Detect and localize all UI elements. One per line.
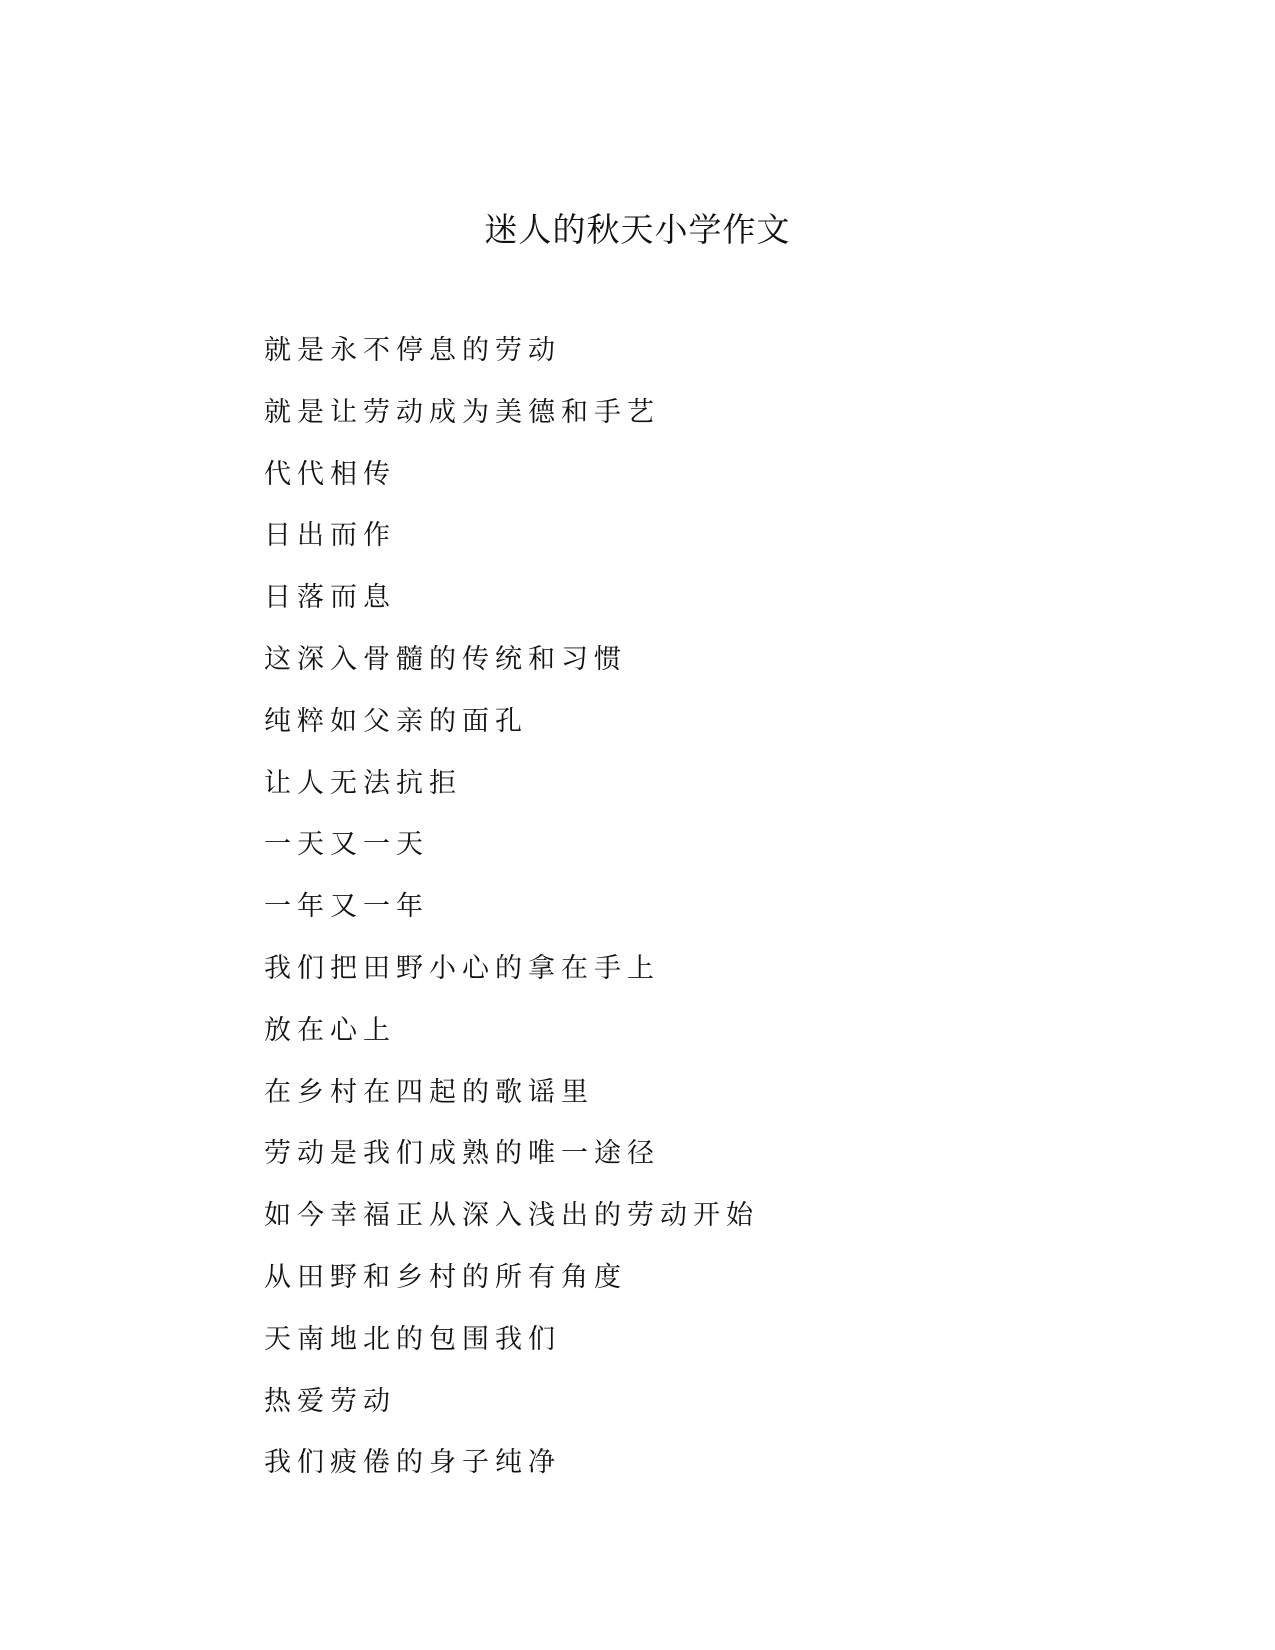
poem-line: 热爱劳动	[264, 1385, 396, 1417]
poem-line: 一天又一天	[264, 829, 429, 861]
poem-line: 从田野和乡村的所有角度	[264, 1261, 627, 1293]
document-title: 迷人的秋天小学作文	[484, 210, 791, 249]
poem-line: 放在心上	[264, 1014, 396, 1046]
poem-line: 就是永不停息的劳动	[264, 335, 561, 366]
poem-line: 一年又一年	[264, 891, 429, 923]
poem-line: 就是让劳动成为美德和手艺	[264, 396, 660, 428]
poem-line: 天南地北的包围我们	[264, 1323, 561, 1355]
poem-line: 如今幸福正从深入浅出的劳动开始	[264, 1200, 759, 1232]
poem-line: 这深入骨髓的传统和习惯	[264, 643, 627, 675]
poem-line: 我们把田野小心的拿在手上	[264, 952, 660, 984]
poem-line: 日出而作	[264, 520, 396, 552]
poem-line: 我们疲倦的身子纯净	[264, 1447, 561, 1479]
poem-body	[264, 331, 759, 1505]
poem-line: 劳动是我们成熟的唯一途径	[264, 1138, 660, 1170]
poem-line: 日落而息	[264, 582, 396, 614]
poem-line: 在乡村在四起的歌谣里	[264, 1076, 594, 1108]
poem-line: 纯粹如父亲的面孔	[264, 705, 528, 737]
poem-line: 让人无法抗拒	[264, 767, 462, 799]
poem-line: 代代相传	[264, 458, 396, 490]
